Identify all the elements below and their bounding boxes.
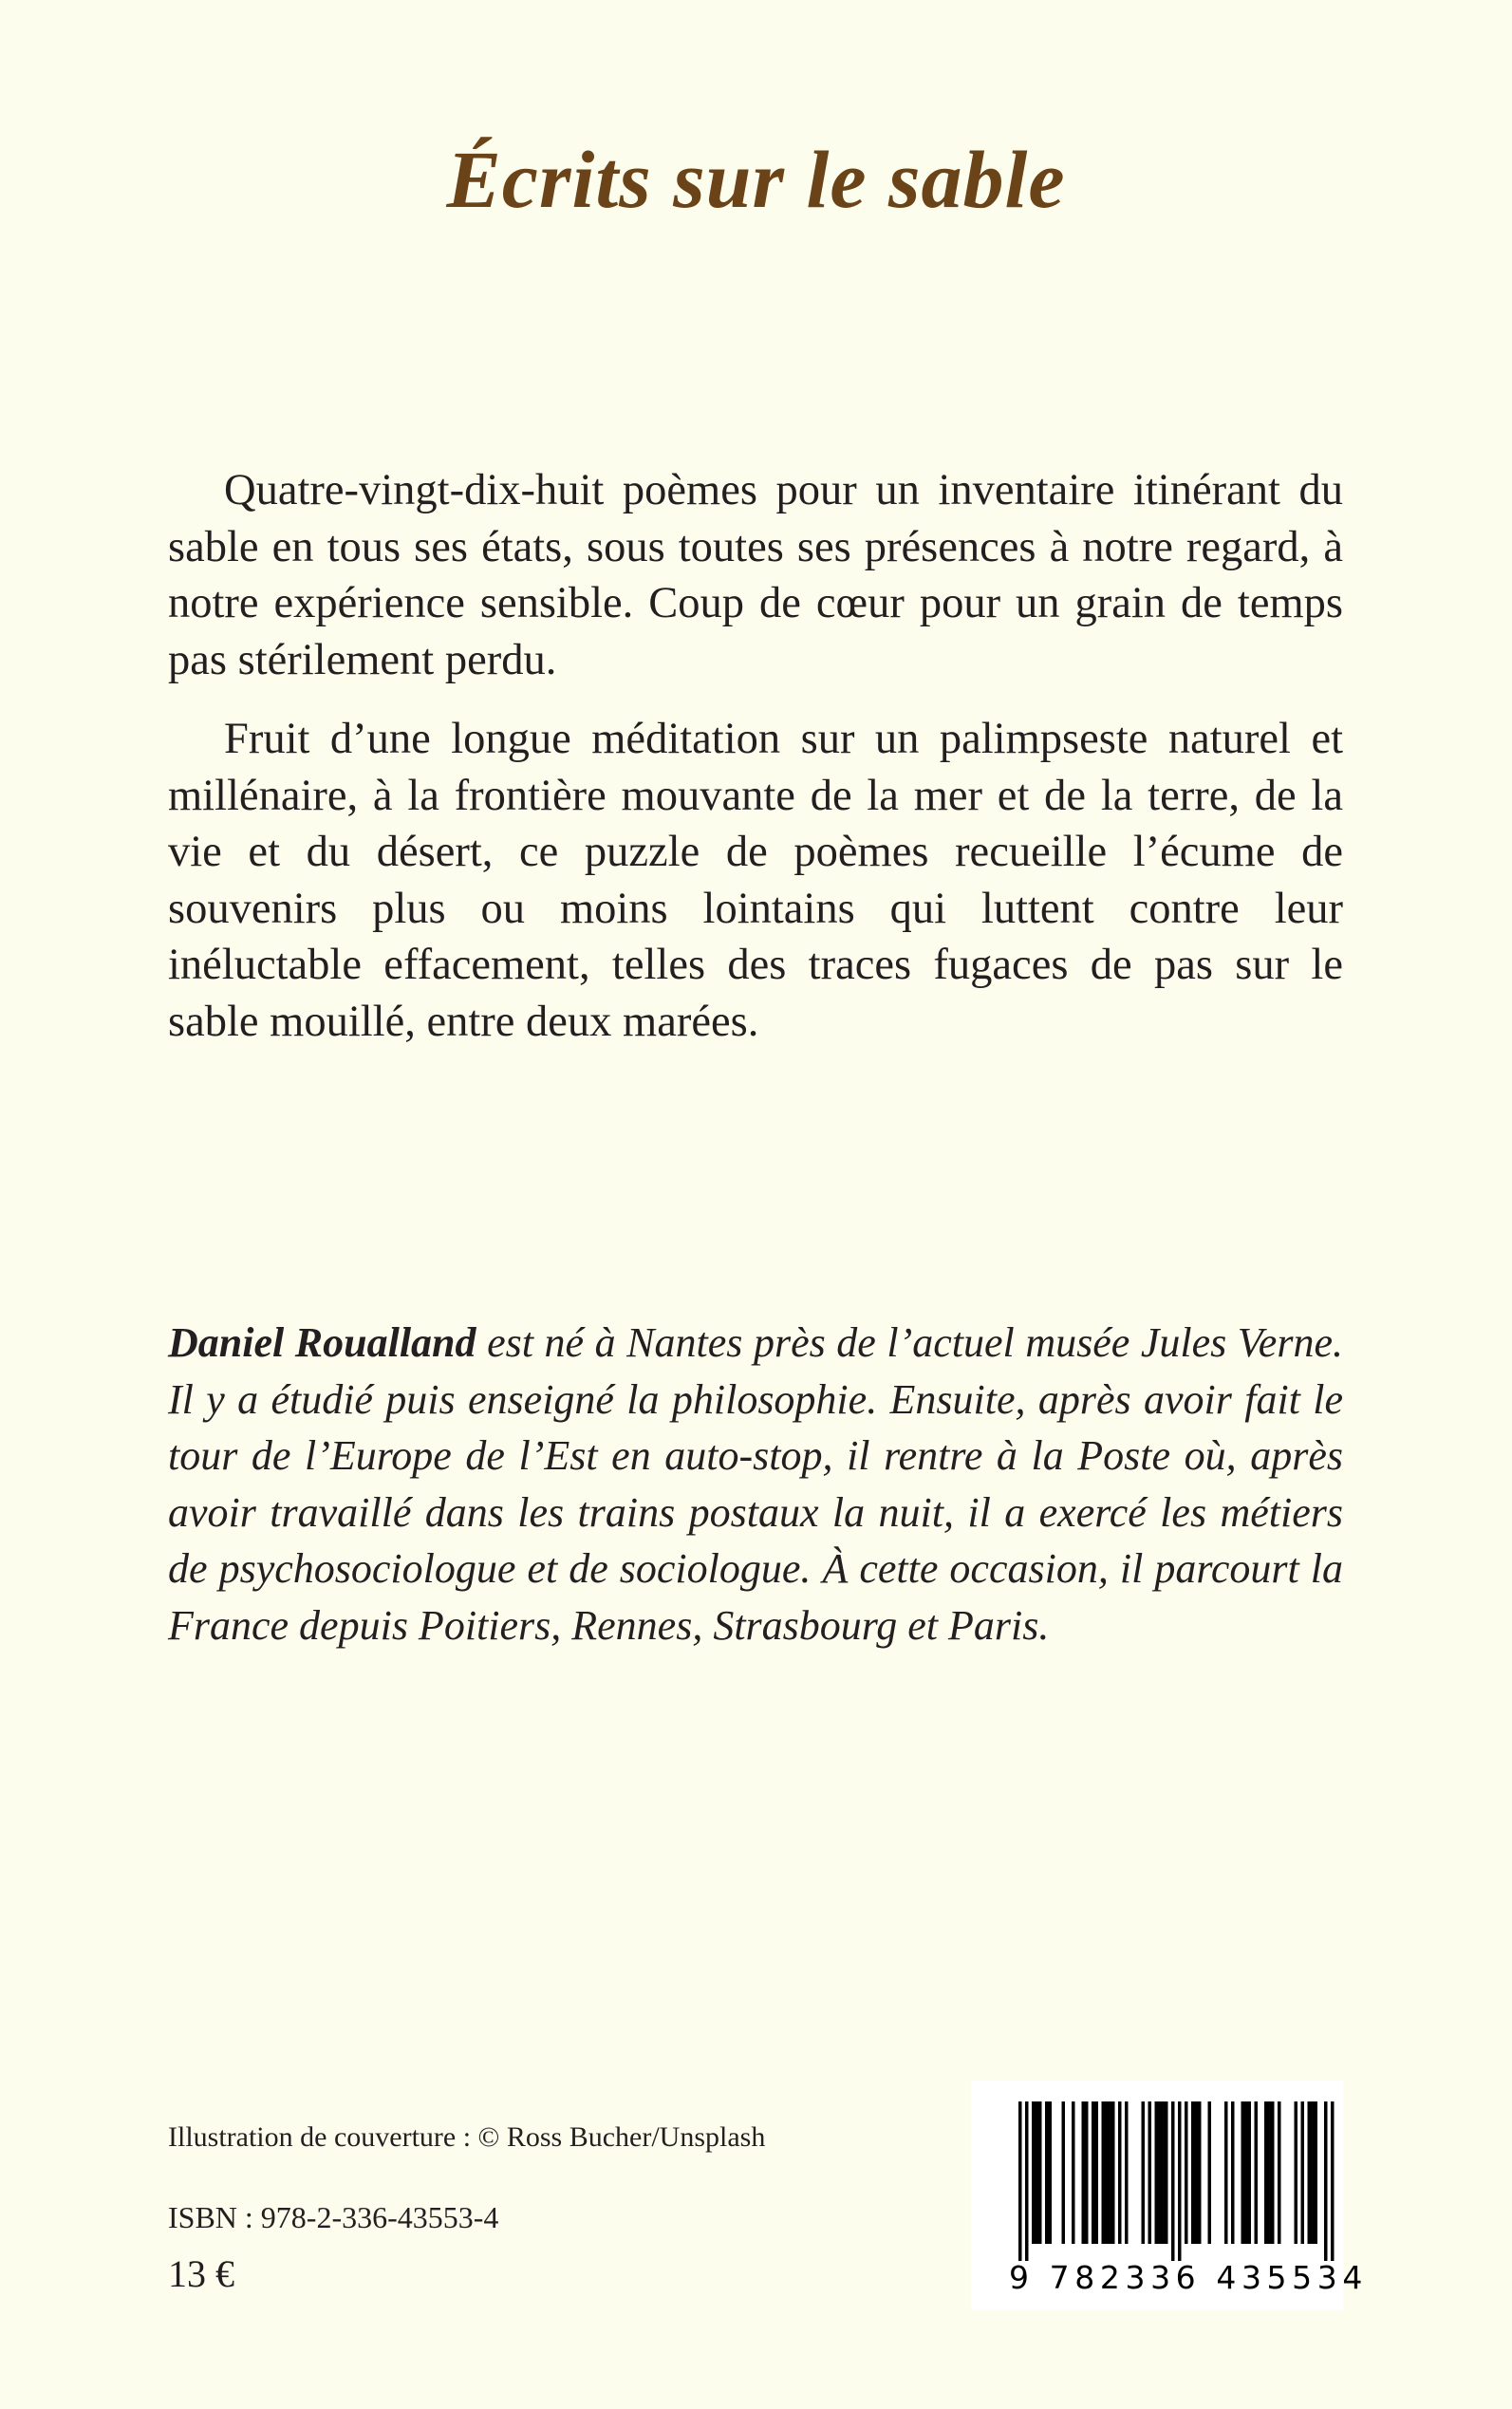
barcode-bar <box>1244 2101 1248 2244</box>
barcode-bar <box>1162 2101 1166 2244</box>
barcode-bar <box>1224 2101 1228 2244</box>
barcode-bar <box>1195 2101 1199 2244</box>
barcode-bar <box>1301 2101 1305 2244</box>
barcode-bar <box>1102 2101 1106 2244</box>
barcode-bar <box>1278 2101 1281 2244</box>
barcode-bar <box>1072 2101 1075 2244</box>
barcode-bar <box>1038 2101 1042 2244</box>
barcode-bar <box>1264 2101 1268 2244</box>
book-blurb <box>168 462 1343 1073</box>
barcode-digits: 9 782336 435534 <box>1009 2259 1368 2296</box>
barcode-bar <box>1082 2101 1086 2244</box>
barcode-bar <box>1231 2101 1235 2244</box>
barcode-bar <box>1171 2101 1175 2261</box>
blurb-paragraph-2: Fruit d’une longue méditation sur un palimpseste naturel et millénaire, à la frontière mouvante de la mer et de la terre, de la vie et du désert, ce puzzle de poèmes recueille l’écume de souvenirs plus ou moins lointains qui luttent contre leur inéluctable effacement, telles des traces fugaces de pas sur le sable mouillé, entre deux marées. <box>168 715 1343 1046</box>
book-title: Écrits sur le sable <box>446 134 1066 225</box>
barcode-bar <box>1268 2101 1272 2244</box>
author-bio-text: est né à Nantes près de l’actuel musée Jules Verne. Il y a étudié puis enseigné la philosophie. Ensuite, après avoir fait le tour de l’Europe de l’Est en auto-stop, il rentre à la Poste où, après avoir travaillé dans les trains postaux la nuit, il a exercé les métiers de psychosociologue et de sociologue. À cette occasion, il parcourt la France depuis Poitiers, Rennes, Strasbourg et Paris. <box>168 1319 1343 1649</box>
barcode-bar <box>1109 2101 1112 2244</box>
barcode-bar <box>1025 2101 1029 2261</box>
barcode-bar <box>1295 2101 1298 2244</box>
barcode-bar <box>1062 2101 1066 2244</box>
barcode-bar <box>1208 2101 1212 2244</box>
barcode-bar <box>1049 2101 1053 2244</box>
barcode-bar <box>1085 2101 1089 2244</box>
price: 13 € <box>168 2252 234 2295</box>
barcode-bar <box>1311 2101 1315 2244</box>
author-name: Daniel Roualland <box>168 1319 476 1366</box>
barcode-bar <box>1165 2101 1168 2244</box>
barcode-bar <box>1185 2101 1188 2244</box>
barcode-bar <box>1315 2101 1318 2244</box>
barcode-bar <box>1191 2101 1195 2244</box>
blurb-paragraph-1: Quatre-vingt-dix-huit poèmes pour un inventaire itinérant du sable en tous ses états, sous toutes ses présences à notre regard, à notre expérience sensible. Coup de cœur pour un grain de temps pas stérilement perdu. <box>168 466 1343 684</box>
barcode-bar <box>1125 2101 1129 2244</box>
barcode-bar <box>1331 2101 1335 2261</box>
barcode-bar <box>1036 2101 1039 2244</box>
barcode-bar <box>1198 2101 1202 2244</box>
barcode <box>971 2081 1368 2310</box>
barcode-bar <box>1105 2101 1109 2244</box>
isbn: ISBN : 978-2-336-43553-4 <box>168 2200 499 2234</box>
barcode-bar <box>1308 2101 1312 2244</box>
barcode-bar <box>1178 2101 1182 2261</box>
barcode-bar <box>1045 2101 1049 2244</box>
barcode-bar <box>1142 2101 1146 2244</box>
barcode-bar <box>1271 2101 1275 2244</box>
barcode-bar <box>1148 2101 1152 2244</box>
barcode-bar <box>1324 2101 1328 2261</box>
barcode-bar <box>1095 2101 1099 2244</box>
barcode-bar <box>1255 2101 1259 2244</box>
barcode-bar <box>1118 2101 1122 2244</box>
barcode-bar <box>1018 2101 1022 2261</box>
barcode-bar <box>1155 2101 1159 2244</box>
barcode-bar <box>1248 2101 1252 2244</box>
barcode-bars <box>971 2081 1343 2261</box>
cover-illustration-credit: Illustration de couverture : © Ross Bucher/Unsplash <box>168 2121 766 2153</box>
author-bio <box>168 1315 1343 1653</box>
barcode-bar <box>1032 2101 1036 2244</box>
barcode-bar <box>1092 2101 1095 2244</box>
barcode-bar <box>1241 2101 1245 2244</box>
barcode-bar <box>1158 2101 1162 2244</box>
barcode-bar <box>1111 2101 1115 2244</box>
